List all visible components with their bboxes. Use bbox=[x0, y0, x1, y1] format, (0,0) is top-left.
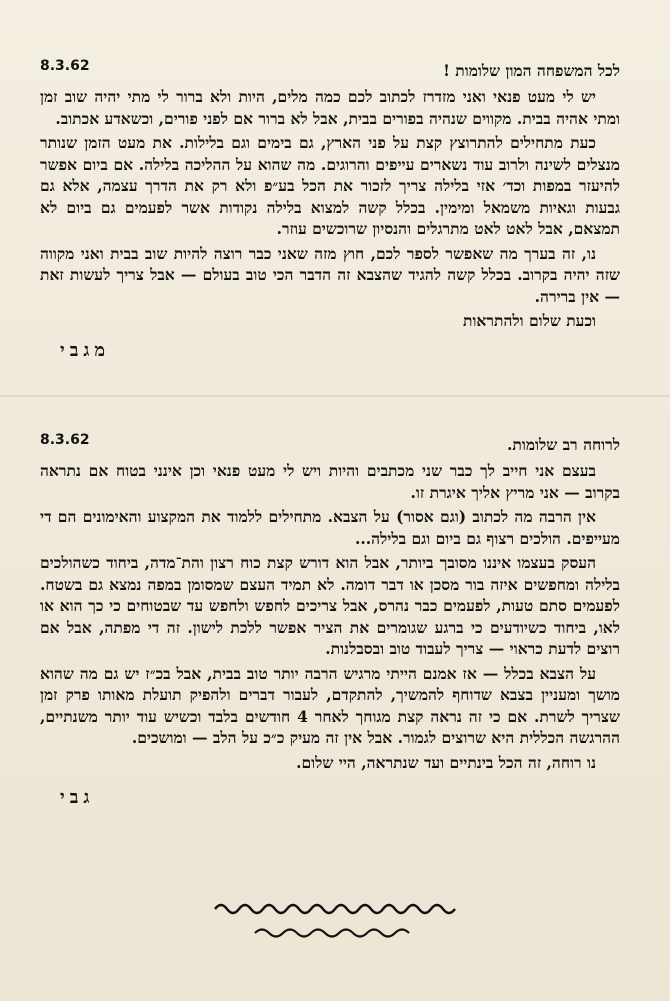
letter-date: 8.3.62 bbox=[40, 432, 90, 448]
letter-header bbox=[40, 60, 620, 86]
salutation: לרוחה רב שלומות. bbox=[507, 435, 620, 454]
paragraph: נו, זה בערך מה שאפשר לספר לכם, חוץ מזה שאני כבר רוצה להיות שוב בבית ואני מקווה שזה יהיה בקרוב. בכלל קשה להגיד שהצבא זה הדבר הכי טוב בעולם — אבל צריך לעשות זאת — אין ברירה. bbox=[40, 243, 620, 306]
letter-header bbox=[40, 434, 620, 460]
letter-to-rucha bbox=[40, 434, 620, 809]
closing-line: נו רוחה, זה הכל בינתיים ועד שנתראה, היי שלום. bbox=[296, 752, 596, 772]
paragraph: יש לי מעט פנאי ואני מזדרז לכתוב לכם כמה מלים, היות ולא ברור לי מתי יהיה שוב זמן ומתי אהיה בבית. מקווים שנהיה בפורים בבית, אבל לא ברור אם לפני פורים, וכשאדע אכתוב. bbox=[40, 87, 620, 128]
paragraph: העסק בעצמו איננו מסובך ביותר, אבל הוא דורש קצת כוח רצון והת־מדה, ביחוד כשהולכים בלילה ומחפשים איזה בור מסכן או דבר דומה. לא תמיד העצם שמסומן במפה נמצא גם בשטח. לפעמים סתם טעות, לפעמים כבר נהרס, אבל צריכים לחפש ולחפש עד שבטוחים כי כך הוא או לאו, ביחוד כשיודעים כי ברגע שגומרים את הציר אפשר ללכת לישון. זה די מפתה, אבל אם רוצים לדעת כראוי — צריך לעבוד טוב ובסבלנות. bbox=[40, 553, 620, 658]
paragraph: כעת מתחילים להתרוצץ קצת על פני הארץ, גם בימים וגם בלילות. את מעט הזמן שנותר מנצלים לשינה ולרוב עוד נשארים עייפים והרוגים. מה שהוא על ההליכה בלילה. אם ביום אפשר להיעזר במפות וכד׳ אזי בלילה צריך לזכור את הכל בע״פ ולא רק את הדרך עצמה, אלא גם גבעות וגאיות משמאל ומימין. בכלל קשה למצוא בלילה נקודות אשר לפעמים גם ביום לא תמצאם, אבל לאט לאט מתרגלים והנסיון שרוכשים עוזר. bbox=[40, 133, 620, 238]
salutation: לכל המשפחה המון שלומות ! bbox=[443, 61, 620, 80]
paragraph: אין הרבה מה לכתוב (וגם אסור) על הצבא. מתחילים ללמוד את המקצוע והאימונים הם די מעייפים. הולכים רצוף גם ביום וגם בלילה... bbox=[40, 507, 620, 548]
wavy-divider-ornament bbox=[210, 895, 460, 945]
paper-fold-crease bbox=[0, 395, 670, 397]
closing-line: וכעת שלום ולהתראות bbox=[463, 311, 596, 330]
signature: גבי bbox=[60, 787, 95, 808]
paragraph: על הצבא בכלל — אז אמנם הייתי מרגיש הרבה יותר טוב בבית, אבל בכ״ז יש גם מה שהוא מושך ומעניין בצבא שדוחף להמשיך, להתקדם, לעבור דברים ולהפיק תועלת מאותו פרק זמן שצריך לשרת. אם כי זה נראה קצת מגוחך לאחר 4 חודשים בלבד וכשיש עוד יותר משנתיים, ההרגשה הכללית היא שרוצים לגמור. אבל אין זה מעיק כ״כ על הלב — ומושכים. bbox=[40, 663, 620, 747]
letter-to-family bbox=[40, 60, 620, 361]
signature: מגבי bbox=[60, 339, 111, 361]
letter-date: 8.3.62 bbox=[40, 58, 90, 74]
paragraph: בעצם אני חייב לך כבר שני מכתבים והיות ויש לי מעט פנאי וכן אינני בטוח אם נתראה בקרוב — אני מריץ אליך איגרת זו. bbox=[40, 461, 620, 502]
